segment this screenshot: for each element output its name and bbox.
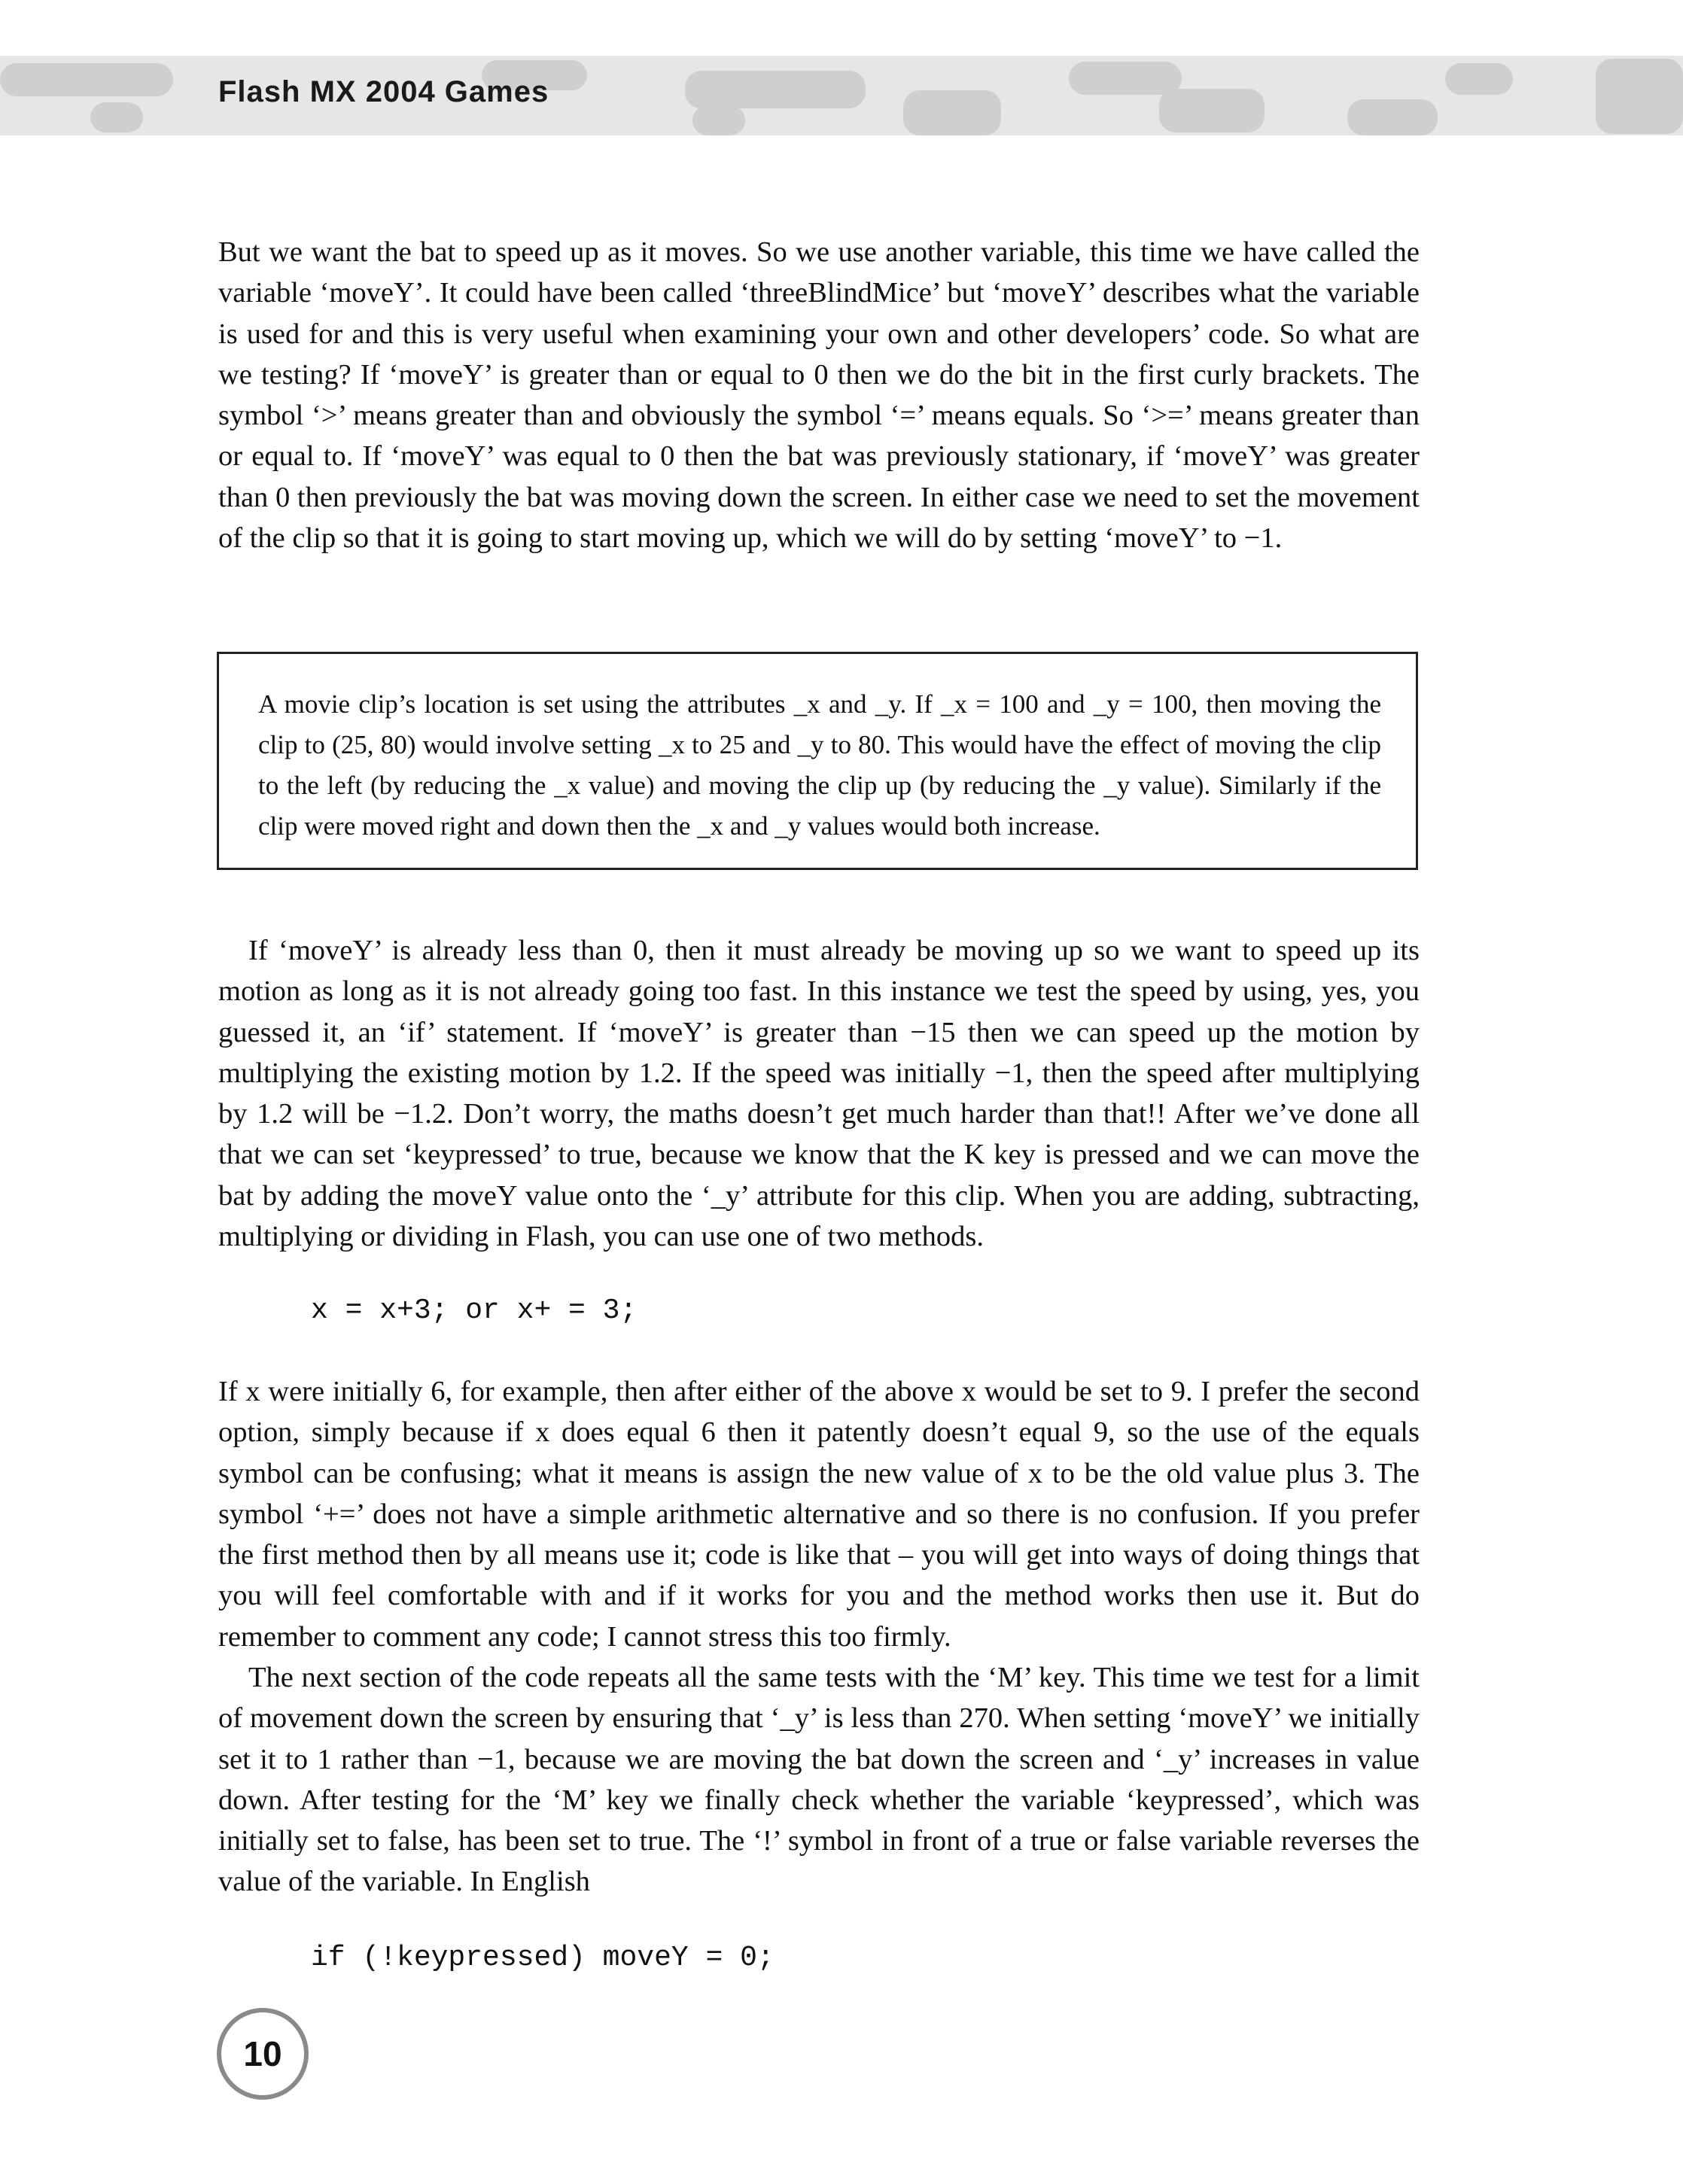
note-text: A movie clip’s location is set using the attributes _x and _y. If _x = 100 and _y = 100, then moving the clip to (25, 80) would involve setting _x to 25 and _y to 80. This would have the effect of moving the clip to the left (by reducing the _x value) and moving the clip up (by reducing the _y value). Similarly if the clip were moved right and down then the _x and _y values would both increase. (258, 689, 1381, 841)
note-box (217, 652, 1418, 870)
header-ink-blot (692, 105, 745, 135)
paragraph-movey-negative: If ‘moveY’ is already less than 0, then it must already be moving up so we want to speed up its motion as long as it is not already going too fast. In this instance we test the speed by using, yes, you guessed it, an ‘if’ statement. If ‘moveY’ is greater than −15 then we can speed up the motion by multiplying the existing motion by 1.2. If the speed was initially −1, then the speed after multiplying by 1.2 will be −1.2. Don’t worry, the maths doesn’t get much harder than that!! After we’ve done all that we can set ‘keypressed’ to true, because we know that the K key is pressed and we can move the bat by adding the moveY value onto the ‘_y’ attribute for this clip. When you are adding, subtracting, multiplying or dividing in Flash, you can use one of two methods. (218, 935, 1420, 1253)
page-number: 10 (243, 2034, 282, 2073)
header-ink-blot (0, 63, 173, 96)
paragraph-bat-speed: But we want the bat to speed up as it moves. So we use another variable, this time we have called the variable ‘moveY’. It could have been called ‘threeBlindMice’ but ‘moveY’ describes what the variable is used for and this is very useful when examining your own and other developers’ code. So what are we testing? If ‘moveY’ is greater than or equal to 0 then we do the bit in the first curly brackets. The symbol ‘>’ means greater than and obviously the symbol ‘=’ means equals. So ‘>=’ means greater than or equal to. If ‘moveY’ was equal to 0 then the bat was previously stationary, if ‘moveY’ was greater than 0 then previously the bat was moving down the screen. In either case we need to set the movement of the clip so that it is going to start moving up, which we will do by setting ‘moveY’ to −1. (218, 236, 1420, 555)
page-number-badge (217, 2008, 309, 2100)
header-ink-blot (1445, 63, 1513, 95)
code-line-increment: x = x+3; or x+ = 3; (311, 1294, 638, 1327)
paragraph-increment-methods: If x were initially 6, for example, then after either of the above x would be set to 9. I prefer the second option, simply because if x does equal 6 then it patently doesn’t equal 9, so the use of the equals symbol can be confusing; what it means is assign the new value of x to be the old value plus 3. The symbol ‘+=’ does not have a simple arithmetic alternative and so there is no confusion. If you prefer the first method then by all means use it; code is like that – you will get into ways of doing things that you will feel comfortable with and if it works for you and the method works then use it. But do remember to comment any code; I cannot stress this too firmly. (218, 1376, 1420, 1653)
header-ink-blot (903, 90, 1001, 135)
header-ink-blot (685, 71, 866, 108)
header-ink-blot (1596, 59, 1683, 134)
code-line-keypressed: if (!keypressed) moveY = 0; (311, 1942, 775, 1974)
header-ink-blot (1347, 99, 1438, 135)
header-ink-blot (1069, 62, 1182, 95)
paragraph-m-key: The next section of the code repeats all the same tests with the ‘M’ key. This time we test for a limit of movement down the screen by ensuring that ‘_y’ is less than 270. When setting ‘moveY’ we initially set it to 1 rather than −1, because we are moving the bat down the screen and ‘_y’ increases in value down. After testing for the ‘M’ key we finally check whether the variable ‘keypressed’, which was initially set to false, has been set to true. The ‘!’ symbol in front of a true or false variable reverses the value of the variable. In English (218, 1662, 1420, 1898)
header-ink-blot (90, 102, 143, 132)
running-header-title: Flash MX 2004 Games (218, 75, 549, 108)
header-ink-blot (1159, 89, 1265, 132)
